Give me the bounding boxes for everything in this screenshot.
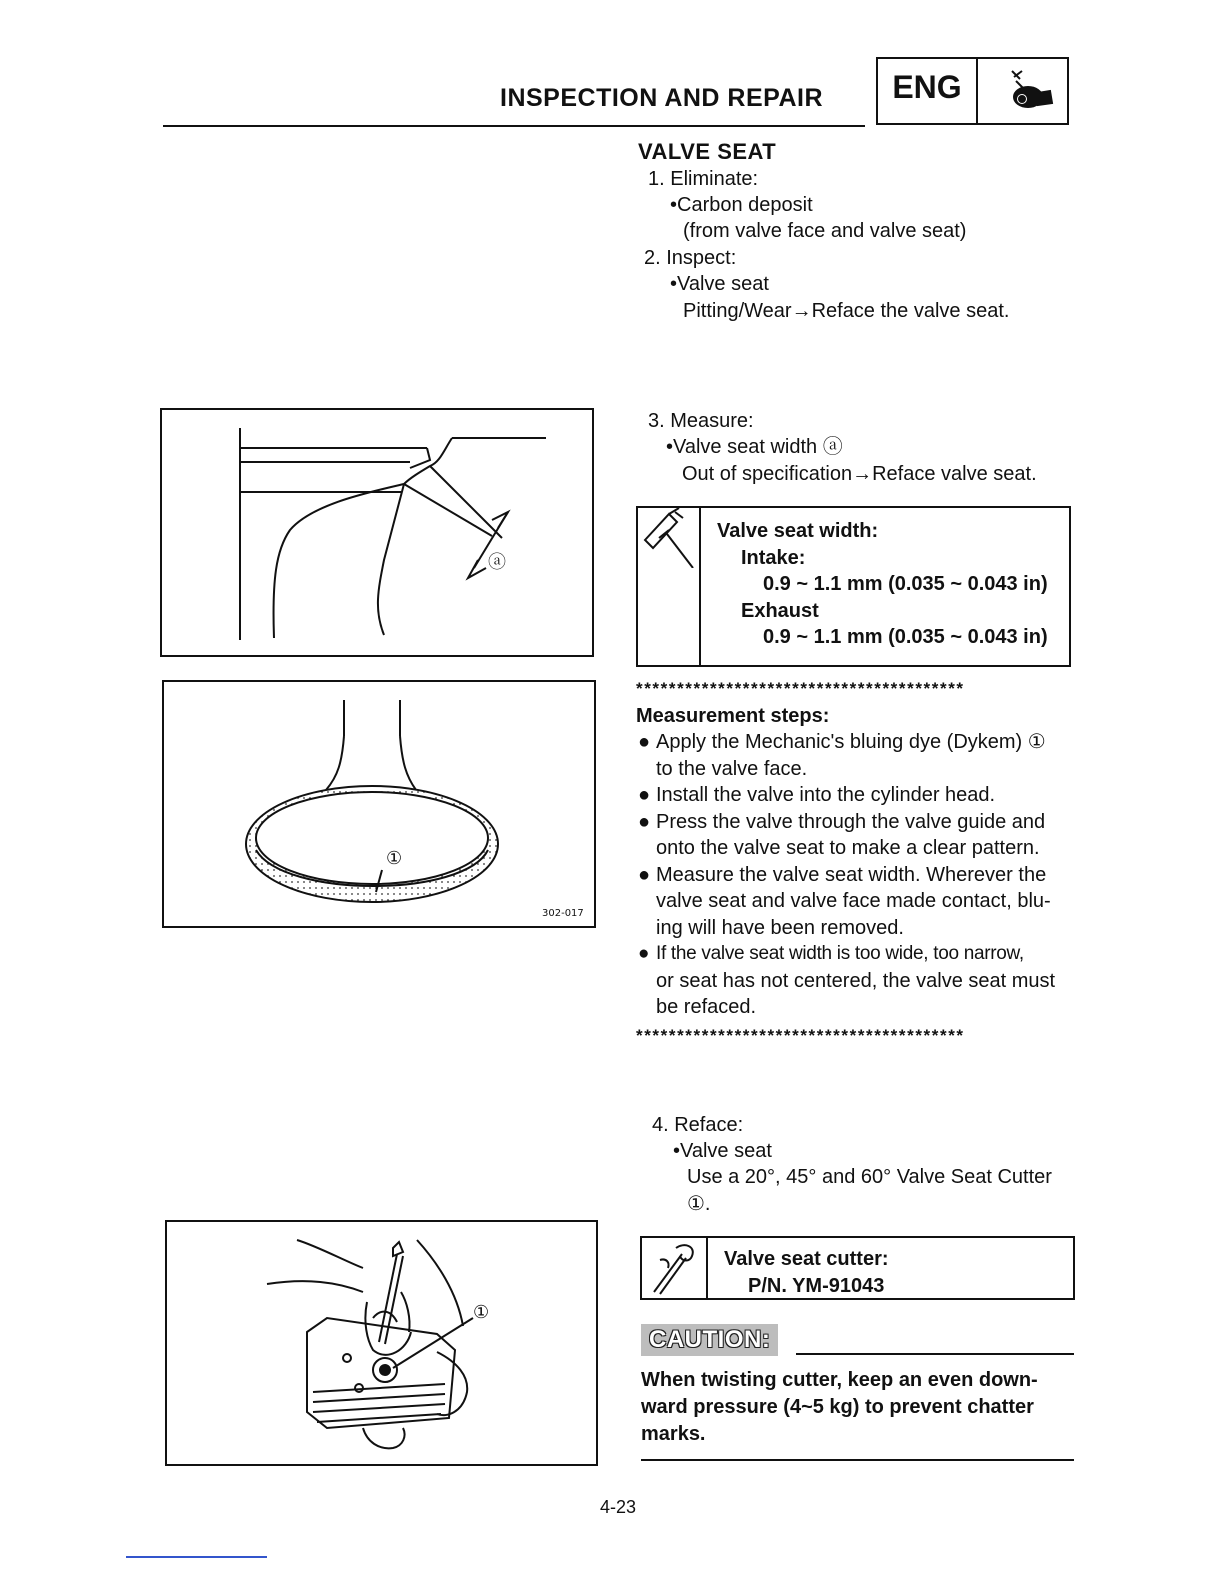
step4-item: •Valve seat [673,1140,772,1162]
spec-body [701,508,1048,665]
spec-title: Valve seat width: [717,520,879,542]
caution-bottom-rule [641,1459,1074,1461]
measurement-line: Install the valve into the cylinder head. [656,784,996,806]
spec-intake-label: Intake: [741,546,806,569]
measurement-line: Apply the Mechanic's bluing dye (Dykem) ① [656,731,1046,753]
caution-line: marks. [641,1423,706,1445]
cutter-tool-icon [642,1238,708,1298]
step1-item: •Carbon deposit [670,194,813,216]
step1-label: 1. Eliminate: [648,168,759,190]
step2-item: •Valve seat [670,273,769,295]
measurement-line: be refaced. [656,996,757,1018]
step3-note: Out of specification→Reface valve seat. [682,463,1037,485]
caution-text [641,1367,1038,1448]
valve-seat-width-diagram [162,410,592,655]
bullet-icon: ● [638,863,651,886]
step4-note-ref: ①. [687,1193,711,1215]
measurement-line: ing will have been removed. [656,916,904,939]
cutter-diagram [167,1222,596,1464]
measurement-line: Measure the valve seat width. Wherever the [656,863,1047,886]
bullet-icon: ● [638,784,651,806]
page-number: 4-23 [600,1497,637,1517]
measurement-line: onto the valve seat to make a clear pattern. [656,837,1040,859]
figure-valve-seat-width [160,408,594,657]
caution-line: ward pressure (4~5 kg) to prevent chatter [641,1396,1034,1418]
figure-callout: ⓐ [488,552,506,573]
stars-divider-bottom: **************************************** [636,1026,965,1045]
step4-label: 4. Reface: [652,1114,744,1136]
step2-label: 2. Inspect: [644,247,737,269]
figure-valve-face-bluing [162,680,596,928]
figure-valve-seat-cutter [165,1220,598,1466]
valve-face-diagram [164,682,594,926]
section-tag-label: ENG [878,59,978,123]
caution-rule [796,1353,1074,1355]
caution-label: CAUTION: [641,1324,778,1356]
step3-item: •Valve seat width ⓐ [666,436,843,458]
spec-box-valve-seat-width [636,506,1071,667]
measurement-line: valve seat and valve face made contact, blu- [656,890,1051,912]
spec-cutter-value: P/N. YM-91043 [748,1274,885,1297]
section-tag [876,57,1069,125]
stars-divider-top: **************************************** [636,679,965,698]
bullet-icon: ● [638,731,651,753]
measurement-line: If the valve seat width is too wide, too narrow, [656,943,1024,964]
measurement-steps [638,729,1078,1021]
measurement-line: to the valve face. [656,757,808,780]
footer-link-underline [126,1556,267,1558]
engine-wrench-icon [978,59,1067,123]
bullet-icon: ● [638,943,650,964]
caliper-icon [638,508,701,665]
figure-callout: ① [386,848,403,869]
spec-intake-value: 0.9 ~ 1.1 mm (0.035 ~ 0.043 in) [763,573,1048,595]
page-title: INSPECTION AND REPAIR [500,84,824,112]
spec-exhaust-label: Exhaust [741,599,819,622]
step1-note: (from valve face and valve seat) [683,220,967,242]
spec-body [708,1238,889,1298]
figure-code: 302-017 [542,908,584,919]
measurement-title: Measurement steps: [636,705,830,727]
step4-note: Use a 20°, 45° and 60° Valve Seat Cutter [687,1166,1052,1188]
spec-box-valve-seat-cutter [640,1236,1075,1300]
section-valve-seat-title: VALVE SEAT [638,139,777,164]
step3-label: 3. Measure: [648,410,754,432]
measurement-line: Press the valve through the valve guide and [656,810,1046,833]
spec-exhaust-value: 0.9 ~ 1.1 mm (0.035 ~ 0.043 in) [763,626,1048,648]
spec-cutter-title: Valve seat cutter: [724,1248,889,1270]
caution-line: When twisting cutter, keep an even down- [641,1369,1038,1391]
step2-note: Pitting/Wear→Reface the valve seat. [683,300,1010,322]
header-rule [163,125,865,127]
figure-callout: ① [473,1302,490,1323]
measurement-line: or seat has not centered, the valve seat must [656,969,1056,992]
bullet-icon: ● [638,810,651,833]
